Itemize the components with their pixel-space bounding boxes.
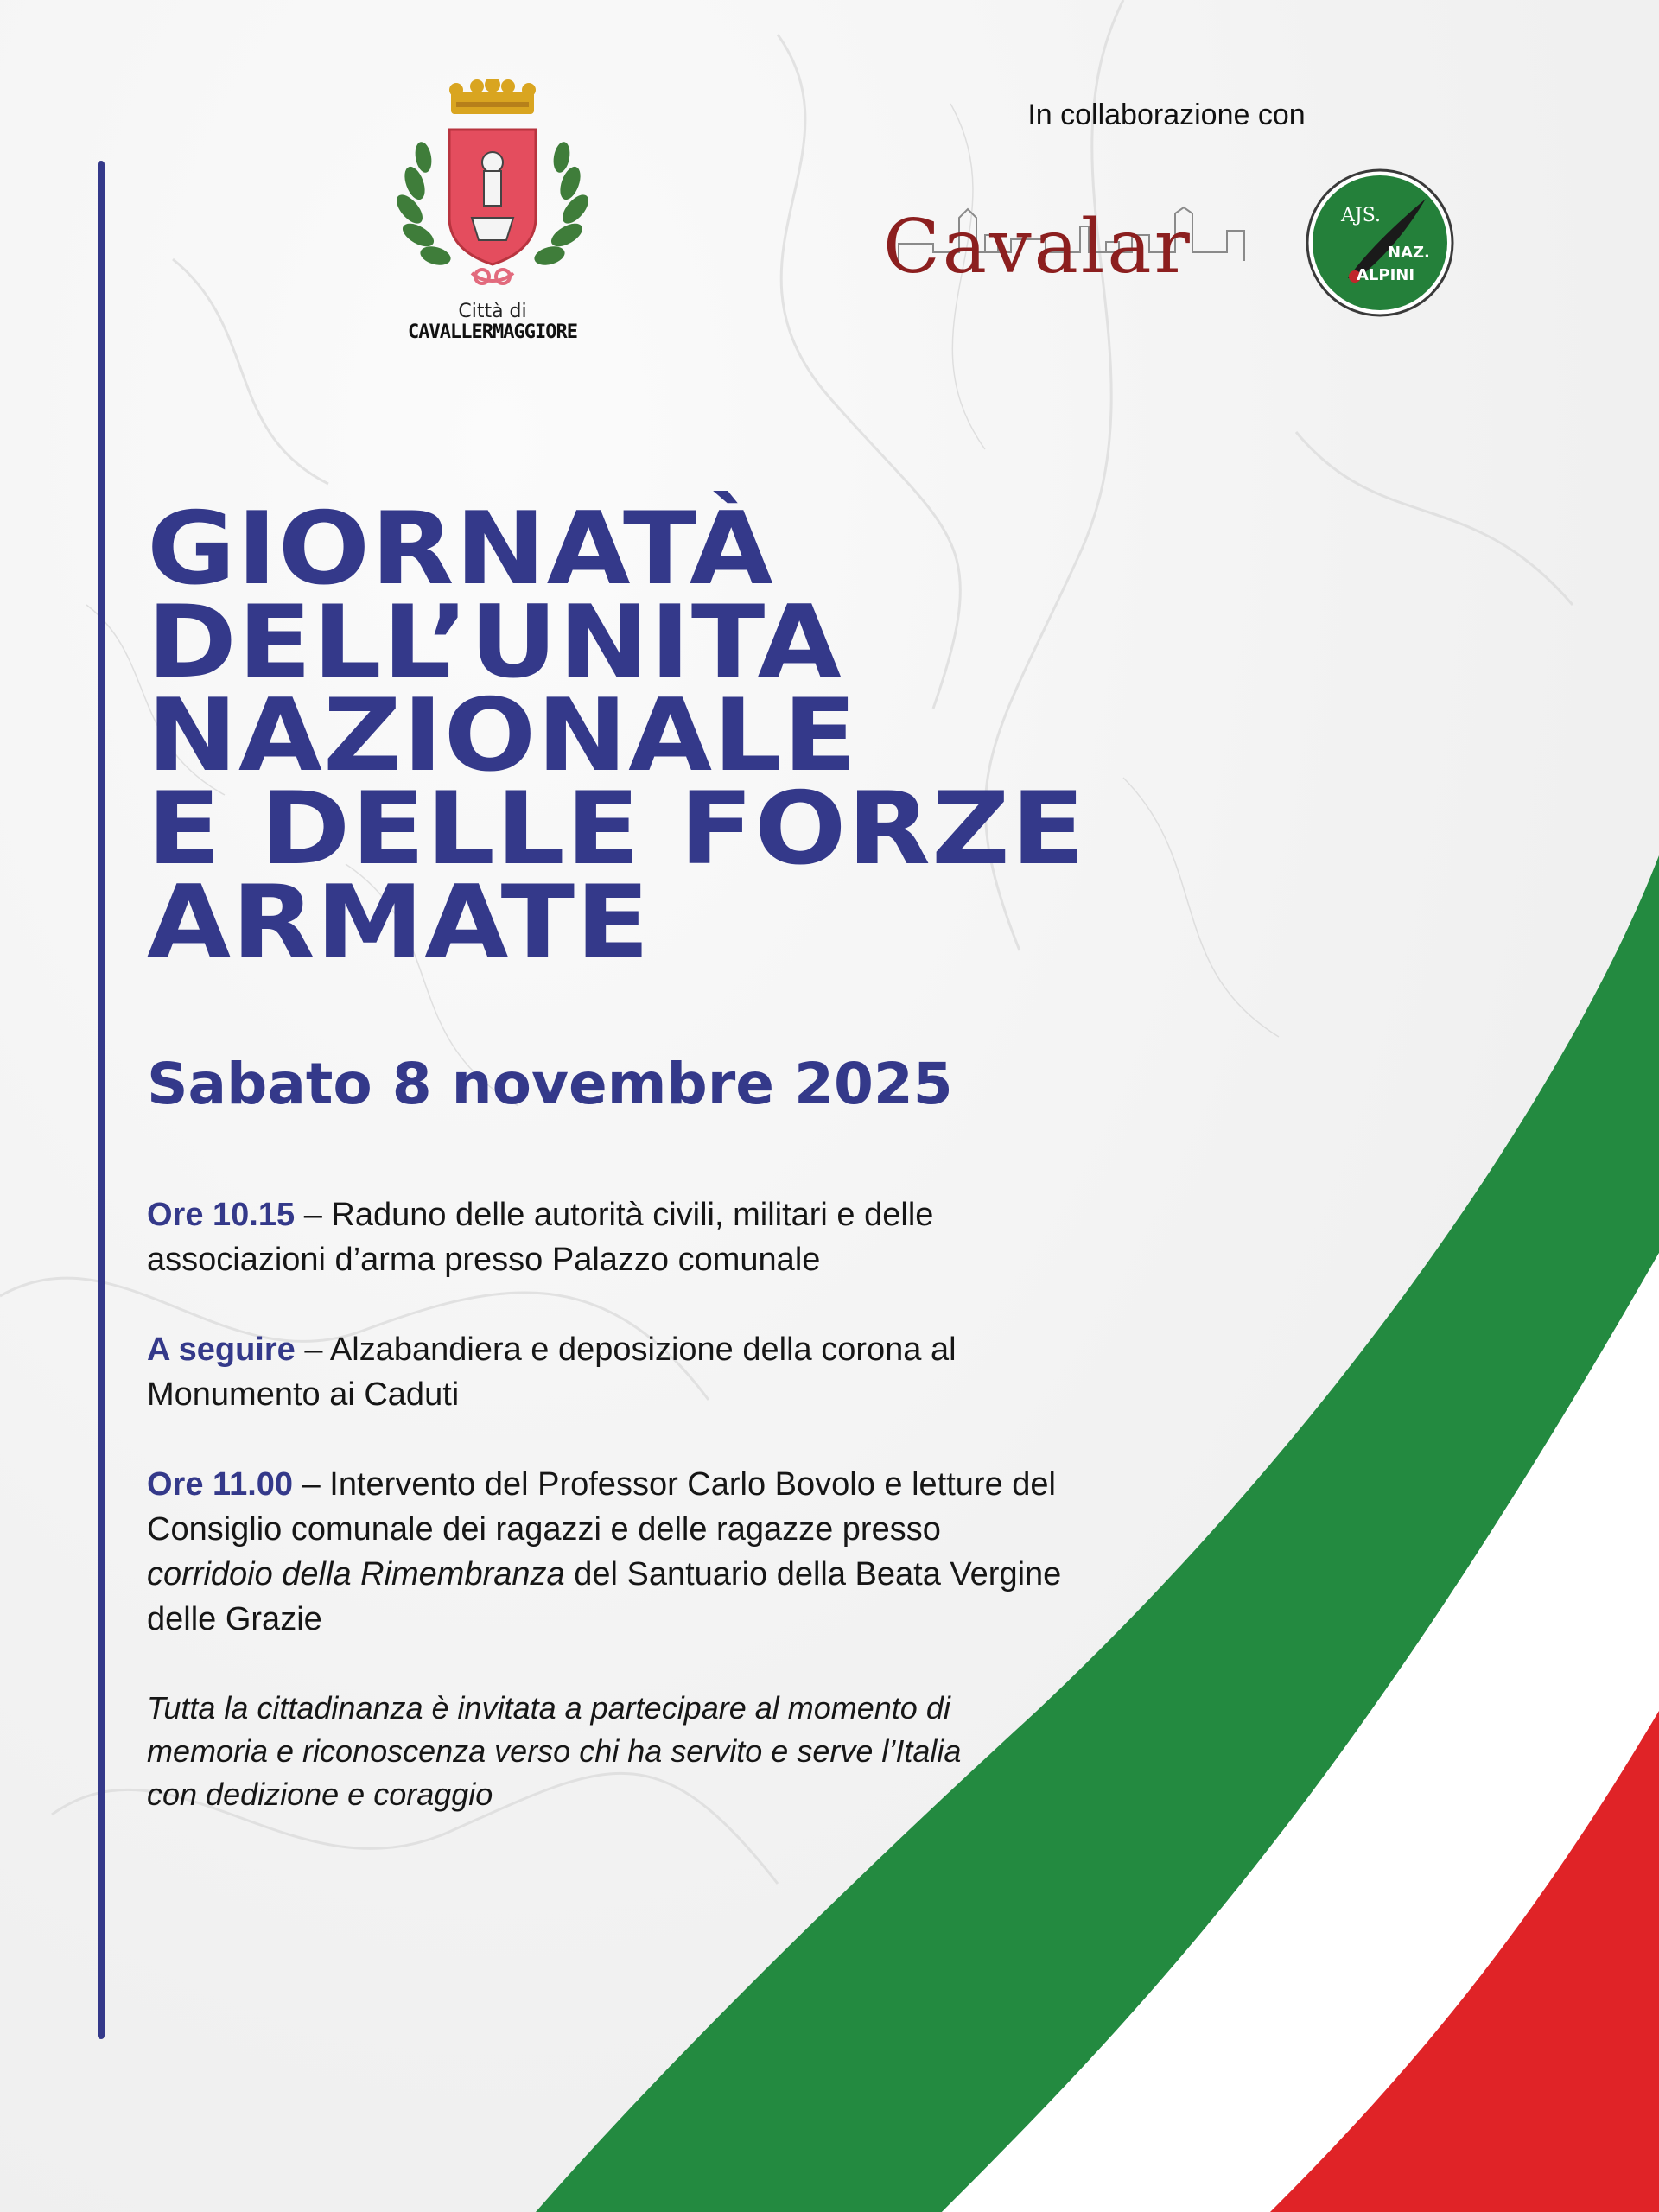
program-time: A seguire — [147, 1332, 296, 1368]
program-description: – Alzabandiera e deposizione della corona al Monumento ai Caduti — [147, 1332, 957, 1413]
alpini-association-logo — [1305, 168, 1455, 318]
svg-text:ALPINI: ALPINI — [1357, 266, 1415, 284]
title-line: GIORNATÀ — [147, 491, 774, 607]
title-line: E DELLE FORZE — [147, 771, 1086, 887]
crest-caption-line2: CAVALLERMAGGIORE — [408, 321, 577, 343]
program-time: Ore 10.15 — [147, 1197, 296, 1233]
program-location-italic: corridoio della Rimembranza — [147, 1556, 565, 1592]
program-description-end: del Santuario della Beata Vergine delle Grazie — [147, 1556, 1062, 1637]
title-line: DELL’UNITA — [147, 584, 842, 701]
event-title — [147, 491, 1267, 981]
program-item — [147, 1327, 1063, 1417]
event-date: Sabato 8 novembre 2025 — [147, 1051, 953, 1117]
svg-text:NAZ.: NAZ. — [1388, 244, 1430, 262]
closing-invitation: Tutta la cittadinanza è invitata a partecipare al momento di memoria e riconoscenza verso chi ha servito e serve l’Italia con dedizione e coraggio — [147, 1690, 962, 1812]
svg-text:AJS.: AJS. — [1341, 205, 1381, 226]
title-line: NAZIONALE — [147, 677, 858, 794]
collaboration-label: In collaborazione con — [1027, 99, 1306, 131]
program-description: – Raduno delle autorità civili, militari e delle associazioni d’arma presso Palazzo comunale — [147, 1197, 934, 1278]
vertical-accent-line — [98, 161, 105, 2039]
program-description: – Intervento del Professor Carlo Bovolo e letture del Consiglio comunale dei ragazzi e delle ragazze presso — [147, 1466, 1056, 1548]
crest-caption-line1: Città di — [458, 301, 527, 322]
program-time: Ore 11.00 — [147, 1466, 294, 1503]
crown-icon — [449, 79, 536, 114]
title-line: ARMATE — [147, 864, 651, 981]
cavalar-wordmark: Cavalar — [883, 204, 1192, 290]
program-item — [147, 1462, 1063, 1642]
program-item — [147, 1192, 1063, 1282]
program-list — [147, 1192, 1063, 1816]
